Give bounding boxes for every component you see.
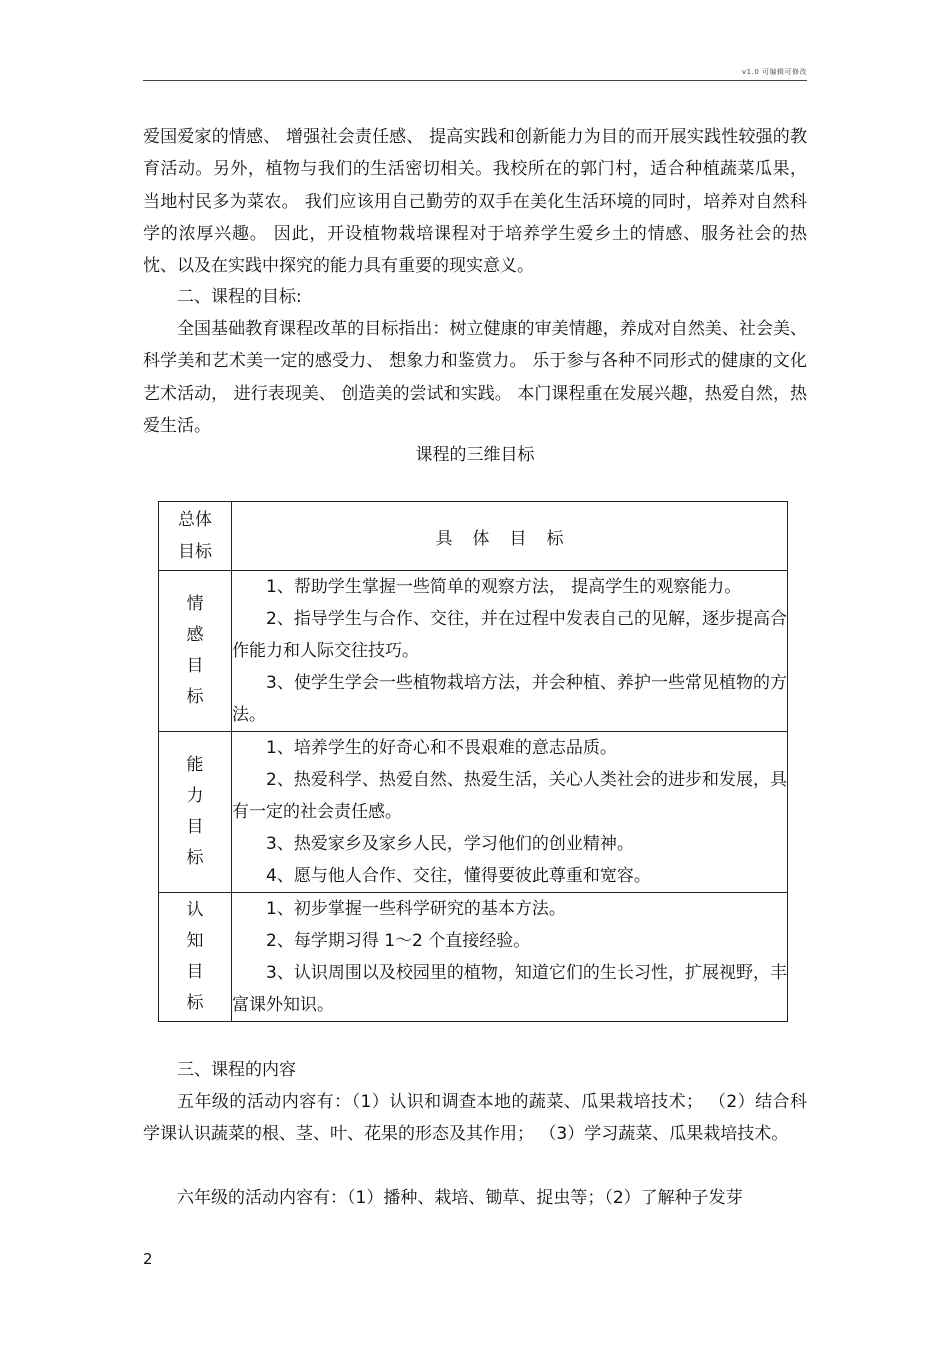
goal-item: 3、使学生学会一些植物栽培方法，并会种植、养护一些常见植物的方法。	[232, 673, 787, 725]
goal-item: 2、指导学生与合作、交往，并在过程中发表自己的见解，逐步提高合作能力和人际交往技巧。	[232, 609, 787, 661]
table-caption: 课程的三维目标	[415, 445, 535, 465]
goals-ability	[232, 732, 788, 893]
goal-item: 4、愿与他人合作、交往，懂得要彼此尊重和宽容。	[266, 866, 651, 886]
category-char: 知	[186, 931, 204, 951]
goal-item: 3、热爱家乡及家乡人民，学习他们的创业精神。	[266, 834, 634, 854]
goals-cognition	[232, 893, 788, 1022]
table-row-cognition	[159, 893, 788, 1022]
table-row-emotion	[159, 571, 788, 732]
section-2-heading: 二、课程的目标:	[177, 287, 302, 307]
category-char: 目	[186, 817, 204, 837]
category-cognition	[159, 893, 232, 1022]
page-number: 2	[143, 1250, 153, 1268]
header-divider	[143, 80, 807, 81]
section-3-heading: 三、课程的内容	[177, 1060, 296, 1080]
category-char: 标	[186, 993, 204, 1013]
grade-5-paragraph: 五年级的活动内容有：（1）认识和调查本地的蔬菜、瓜果栽培技术； （2）结合科学课认识蔬菜的根、茎、叶、花果的形态及其作用； （3）学习蔬菜、瓜果栽培技术。	[143, 1092, 807, 1145]
category-emotion	[159, 571, 232, 732]
goal-item: 1、培养学生的好奇心和不畏艰难的意志品质。	[266, 738, 617, 758]
goals-table	[158, 501, 788, 1022]
goal-item: 1、初步掌握一些科学研究的基本方法。	[266, 899, 566, 919]
category-char: 标	[186, 687, 204, 707]
header-right-label: 具体目标	[435, 528, 584, 549]
table-row-ability	[159, 732, 788, 893]
grade-6-paragraph: 六年级的活动内容有：（1）播种、栽培、锄草、捉虫等；（2）了解种子发芽	[177, 1188, 743, 1208]
goal-item: 2、每学期习得 1～2 个直接经验。	[266, 931, 531, 951]
goal-item: 3、认识周围以及校园里的植物，知道它们的生长习性，扩展视野，丰富课外知识。	[232, 963, 787, 1015]
table-header-row	[159, 502, 788, 571]
goals-emotion	[232, 571, 788, 732]
category-char: 情	[186, 594, 204, 614]
goal-item: 2、热爱科学、热爱自然、热爱生活，关心人类社会的进步和发展，具有一定的社会责任感。	[232, 770, 787, 822]
table-header-right	[232, 502, 788, 571]
intro-paragraph: 爱国爱家的情感、 增强社会责任感、 提高实践和创新能力为目的而开展实践性较强的教育活动。另外，植物与我们的生活密切相关。我校所在的郭门村，适合种植蔬菜瓜果， 当地村民多为菜农。 我们应该用自己勤劳的双手在美化生活环境的同时，培养对自然科学的浓厚兴趣。 因此，开设植物栽培课程对于培养学生爱乡土的情感、服务社会的热忱、以及在实践中探究的能力具有重要的现实意义。	[143, 127, 807, 277]
goal-item: 1、帮助学生掌握一些简单的观察方法， 提高学生的观察能力。	[266, 577, 742, 597]
section-2-paragraph: 全国基础教育课程改革的目标指出：树立健康的审美情趣，养成对自然美、社会美、科学美和艺术美一定的感受力、 想象力和鉴赏力。 乐于参与各种不同形式的健康的文化艺术活动， 进行表现美、 创造美的尝试和实践。 本门课程重在发展兴趣，热爱自然，热爱生活。	[143, 319, 807, 436]
category-char: 能	[186, 755, 204, 775]
category-char: 感	[186, 625, 204, 645]
header-version-tag: v1.0 可编辑可修改	[742, 68, 807, 76]
table-header-left	[159, 502, 232, 571]
category-ability	[159, 732, 232, 893]
category-char: 目	[186, 962, 204, 982]
header-left-label: 总体目标	[178, 510, 212, 562]
category-char: 认	[186, 900, 204, 920]
category-char: 力	[186, 786, 204, 806]
category-char: 标	[186, 848, 204, 868]
category-char: 目	[186, 656, 204, 676]
